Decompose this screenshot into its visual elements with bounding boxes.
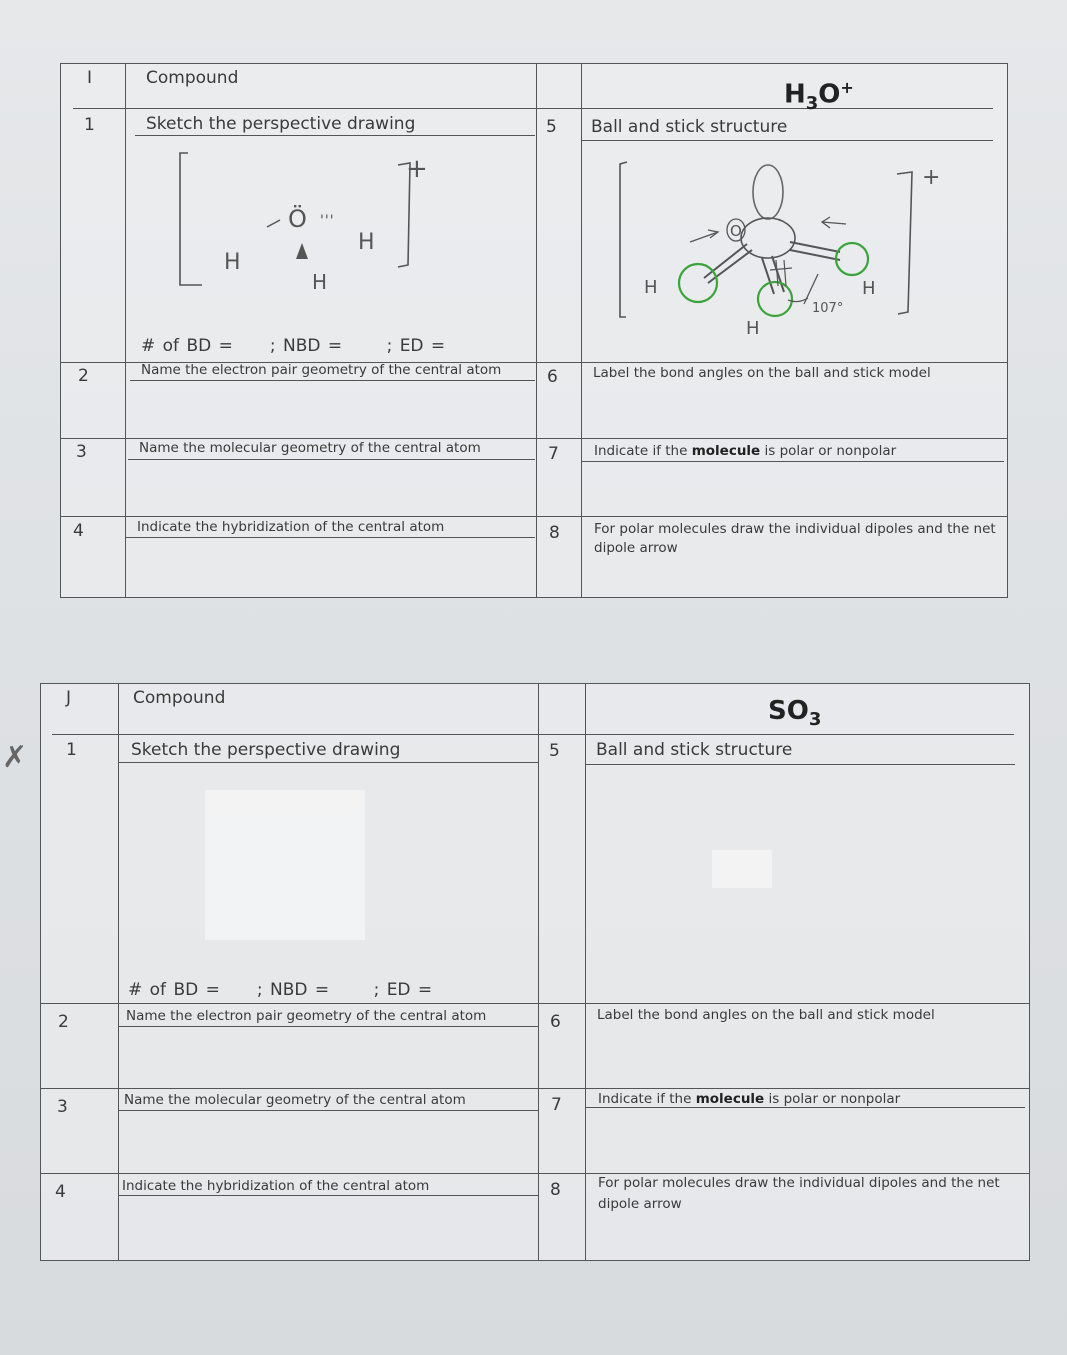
row-label: Indicate if the molecule is polar or nonpolar: [598, 1091, 901, 1107]
bond-count-line: # of BD = ; NBD = ; ED =: [128, 980, 433, 1000]
hydrogen-atom-label: H: [746, 318, 760, 339]
divider: [538, 683, 539, 1261]
ball-stick-sketch: [612, 152, 952, 342]
divider: [118, 762, 538, 763]
oxygen-atom-label: O: [730, 222, 742, 240]
hydrogen-atom-label: H: [358, 230, 375, 255]
perspective-sketch: [170, 145, 450, 295]
lone-pair-lobe: [753, 165, 783, 219]
compound-formula: $H_3O^+$: [784, 78, 854, 114]
hydrogen-atom-label: H: [224, 250, 241, 275]
compound-label: Compound: [146, 68, 239, 88]
divider: [40, 1088, 1030, 1089]
divider: [582, 461, 1004, 462]
wedge-bond: [296, 243, 308, 259]
hydrogen-atom-label: H: [312, 270, 328, 294]
row-label: Indicate the hybridization of the central atom: [137, 519, 445, 535]
row-number: 5: [549, 741, 560, 761]
section-letter: I: [87, 68, 93, 88]
row-label: Indicate the hybridization of the central atom: [122, 1178, 430, 1194]
row-label: Name the electron pair geometry of the central atom: [126, 1008, 487, 1024]
divider: [585, 1107, 1025, 1108]
hydrogen-ball: [758, 282, 792, 316]
row-label: Name the electron pair geometry of the central atom: [141, 362, 502, 378]
compound-label: Compound: [133, 688, 226, 708]
row-number: 4: [73, 521, 84, 541]
divider: [128, 459, 535, 460]
row-label: dipole arrow: [598, 1196, 682, 1212]
ball-stick-label: Ball and stick structure: [591, 117, 788, 137]
erased-area: [205, 790, 365, 940]
section-letter: J: [66, 688, 72, 708]
divider: [60, 516, 1008, 517]
divider: [585, 683, 586, 1261]
divider: [126, 537, 535, 538]
row-label: For polar molecules draw the individual dipoles and the net: [594, 521, 996, 537]
row-number: 1: [84, 115, 95, 135]
row-number: 7: [551, 1095, 562, 1115]
divider: [585, 764, 1015, 765]
ball-stick-label: Ball and stick structure: [596, 740, 793, 760]
divider: [118, 683, 119, 1261]
row-label: Label the bond angles on the ball and stick model: [597, 1007, 935, 1023]
hydrogen-ball: [836, 243, 868, 275]
row-number: 2: [78, 366, 89, 386]
divider: [118, 1110, 538, 1111]
divider: [536, 63, 537, 598]
divider: [581, 63, 582, 598]
hydrogen-atom-label: H: [644, 277, 658, 298]
row-number: 2: [58, 1012, 69, 1032]
row-number: 7: [548, 444, 559, 464]
divider: [125, 63, 126, 598]
row-label: dipole arrow: [594, 540, 678, 556]
erased-area: [712, 850, 772, 888]
sketch-label: Sketch the perspective drawing: [146, 114, 416, 134]
row-label: Name the molecular geometry of the central atom: [124, 1092, 466, 1108]
row-number: 3: [76, 442, 87, 462]
margin-mark: ✗: [2, 740, 28, 775]
bond-angle-label: 107°: [812, 301, 844, 316]
row-number: 4: [55, 1182, 66, 1202]
charge-label: +: [406, 154, 428, 184]
row-number: 6: [550, 1012, 561, 1032]
row-number: 1: [66, 740, 77, 760]
divider: [118, 1195, 538, 1196]
bond-count-line: # of BD = ; NBD = ; ED =: [141, 336, 446, 356]
hydrogen-ball: [679, 264, 717, 302]
row-label: Label the bond angles on the ball and stick model: [593, 365, 931, 381]
row-label: Name the molecular geometry of the central atom: [139, 440, 481, 456]
oxygen-atom-label: Ö: [288, 205, 307, 233]
divider: [60, 438, 1008, 439]
divider: [581, 140, 993, 141]
svg-text:''': ''': [320, 213, 335, 229]
hydrogen-atom-label: H: [862, 278, 876, 299]
sketch-label: Sketch the perspective drawing: [131, 740, 401, 760]
divider: [135, 135, 535, 136]
row-number: 8: [550, 1180, 561, 1200]
row-label: Indicate if the molecule is polar or nonpolar: [594, 443, 897, 459]
divider: [118, 1026, 538, 1027]
row-number: 3: [57, 1097, 68, 1117]
row-label: For polar molecules draw the individual dipoles and the net: [598, 1175, 1000, 1191]
compound-formula: $SO_3$: [768, 696, 822, 731]
row-number: 8: [549, 523, 560, 543]
divider: [73, 108, 993, 109]
divider: [40, 1173, 1030, 1174]
divider: [52, 734, 1014, 735]
divider: [130, 380, 535, 381]
divider: [40, 1003, 1030, 1004]
charge-label: +: [922, 165, 941, 190]
row-number: 5: [546, 117, 557, 137]
row-number: 6: [547, 367, 558, 387]
